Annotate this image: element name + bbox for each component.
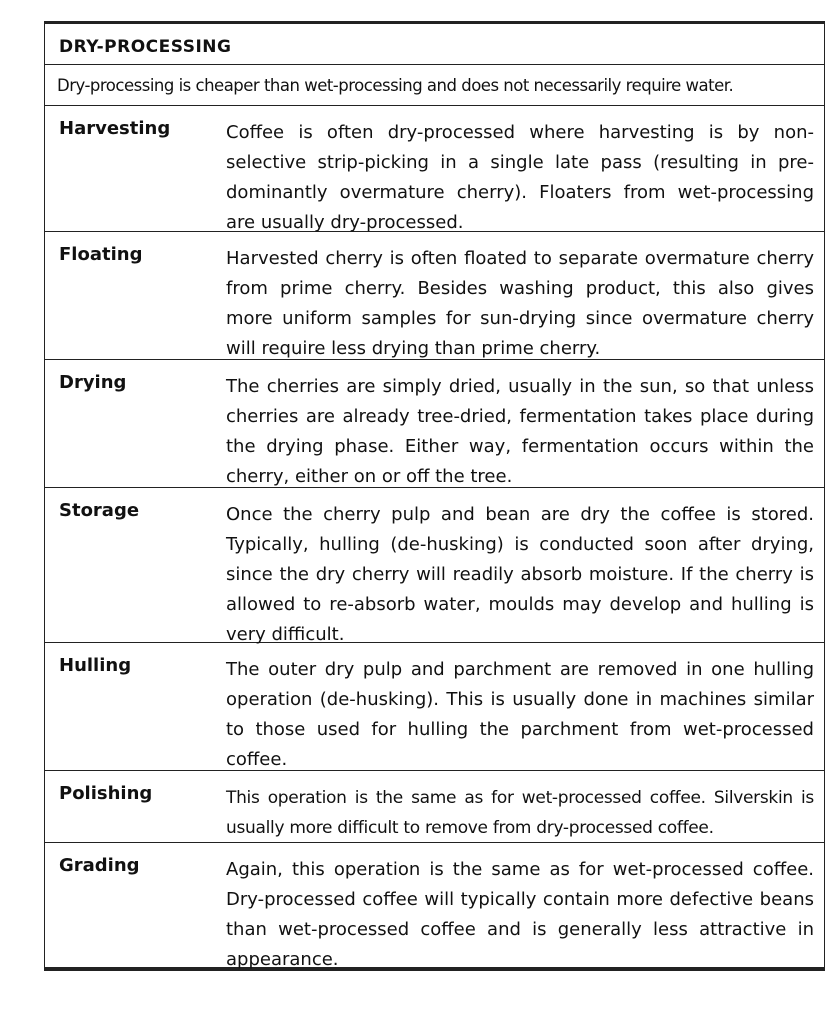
table-title: DRY-PROCESSING (45, 21, 824, 65)
table-row-polishing (45, 771, 824, 843)
table-row-drying (45, 360, 824, 488)
table-row-harvesting (45, 106, 824, 232)
table-row-hulling (45, 643, 824, 771)
table-row-storage (45, 488, 824, 643)
row-description: Once the cherry pulp and bean are dry the coffee is stored. Typically, hulling (de-husking) is conducted soon after drying, since the dry cherry will readily absorb moisture. If the cherry is allowed to re-absorb water, moulds may develop and hulling is very difficult. (226, 504, 814, 645)
row-term: Harvesting (59, 118, 171, 139)
row-description: Harvested cherry is often floated to separate overmature cherry from prime cherry. Besides washing product, this also gives more uniform samples for sun-drying since overmature cherry will require less drying than prime cherry. (226, 248, 814, 359)
table-row-floating (45, 232, 824, 360)
dry-processing-table (44, 21, 825, 971)
row-term: Polishing (59, 783, 153, 804)
row-description: This operation is the same as for wet-processed coffee. Silverskin is usually more difficult to remove from dry-processed coffee. (226, 788, 814, 838)
row-term: Grading (59, 855, 140, 876)
table-row-grading (45, 843, 824, 970)
row-description: Coffee is often dry-processed where harvesting is by non-selective strip-picking in a single late pass (resulting in pre-dominantly overmature cherry). Floaters from wet-processing are usually dry-processed. (226, 122, 814, 233)
table-intro: Dry-processing is cheaper than wet-processing and does not necessarily require water. (45, 65, 824, 106)
row-term: Floating (59, 244, 143, 265)
row-term: Storage (59, 500, 140, 521)
row-description: Again, this operation is the same as for wet-processed coffee. Dry-processed coffee will typically contain more defective beans than wet-processed coffee and is generally less attractive in appearance. (226, 859, 814, 970)
row-term: Drying (59, 372, 127, 393)
row-description: The cherries are simply dried, usually in the sun, so that unless cherries are already tree-dried, fermentation takes place during the drying phase. Either way, fermentation occurs within the cherry, either on or off the tree. (226, 376, 814, 487)
row-term: Hulling (59, 655, 132, 676)
row-description: The outer dry pulp and parchment are removed in one hulling operation (de-husking). This is usually done in machines similar to those used for hulling the parchment from wet-processed coffee. (226, 659, 814, 770)
